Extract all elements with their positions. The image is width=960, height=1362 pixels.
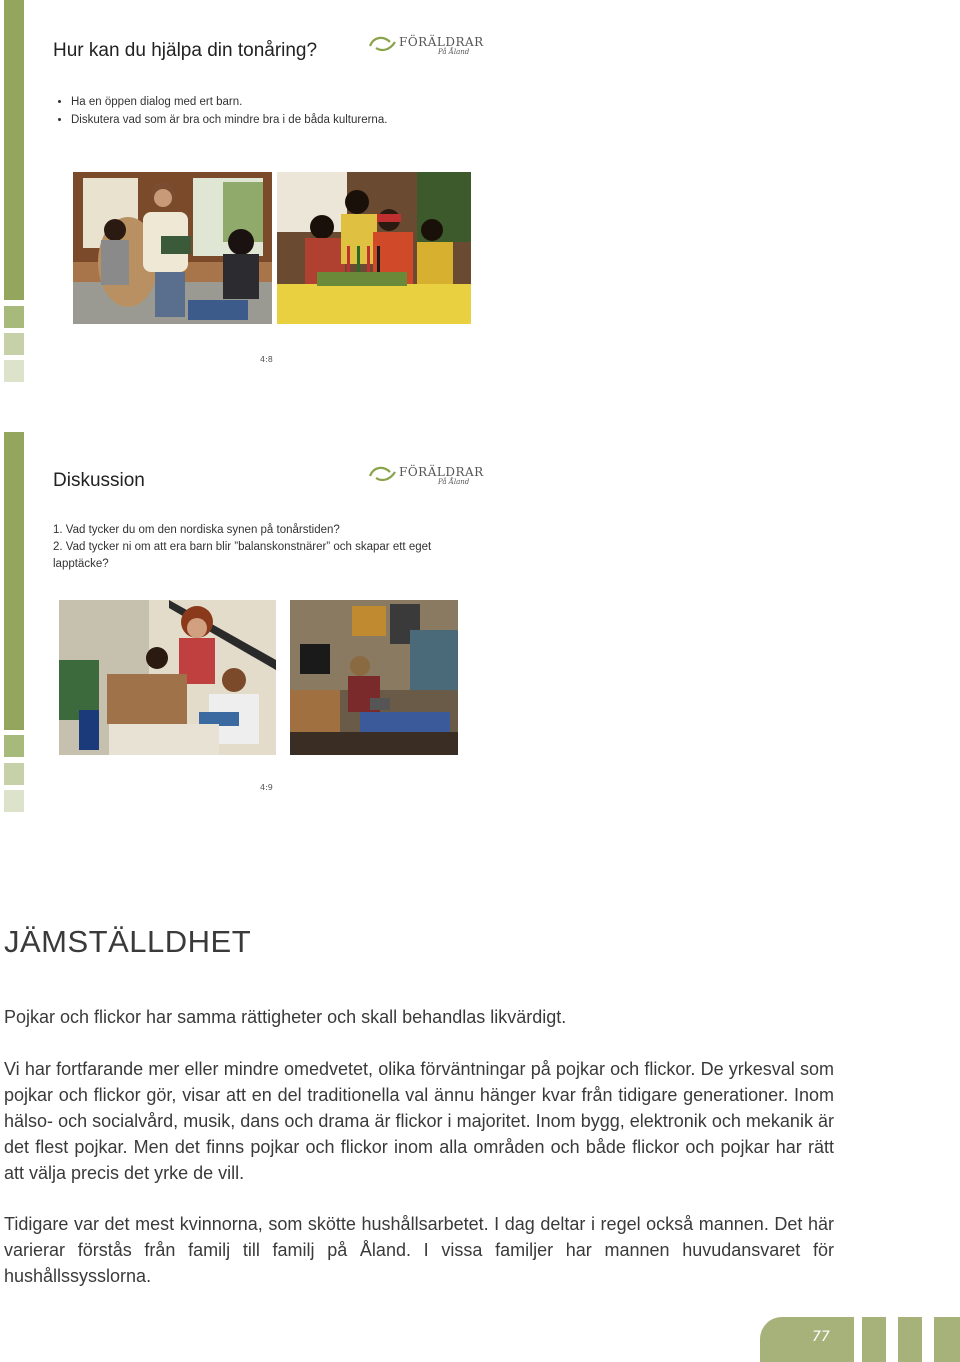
footer-square: [898, 1317, 922, 1362]
paragraph: Pojkar och flickor har samma rättigheter och skall behandlas likvärdigt.: [4, 1007, 567, 1027]
page-number-tab: [760, 1317, 854, 1362]
question-item: 2. Vad tycker ni om att era barn blir ”balanskonstnärer” och skapar ett eget lapptäcke?: [53, 541, 432, 570]
question-item: 1. Vad tycker du om den nordiska synen på tonårstiden?: [53, 524, 340, 536]
foraldrar-logo: [368, 464, 484, 492]
paragraph: Tidigare var det mest kvinnorna, som skötte hushållsarbetet. I dag deltar i regel också mannen. Det här varierar förstås från familj till familj på Åland. I vissa familjer har mannen huvudansvaret för hushållssysslorna.: [4, 1214, 834, 1286]
slide-side-square: [4, 333, 24, 355]
logo-swoosh-icon: [368, 464, 398, 484]
logo-word: FÖRÄLDRAR: [399, 35, 484, 49]
slide-number: 4:8: [260, 355, 273, 364]
logo-word: FÖRÄLDRAR: [399, 465, 484, 479]
photo-family-reading: [73, 172, 272, 324]
slide-side-bar: [4, 0, 24, 300]
logo-subtitle: På Åland: [438, 478, 470, 486]
foraldrar-logo: [368, 34, 484, 62]
photo-teens-stairs: [59, 600, 276, 755]
footer-square: [934, 1317, 960, 1362]
bullet-item: • Diskutera vad som är bra och mindre bra i de båda kulturerna.: [71, 114, 387, 126]
page-number: 77: [812, 1329, 830, 1345]
slide-side-square: [4, 360, 24, 382]
slide-side-bar: [4, 432, 24, 730]
slide-4-8: [0, 0, 540, 400]
photo-teen-room: [290, 600, 458, 755]
question-list: [53, 522, 463, 573]
slide-side-square: [4, 306, 24, 328]
logo-swoosh-icon: [368, 34, 398, 54]
bullet-list: [53, 96, 387, 132]
slide-number: 4:9: [260, 783, 273, 792]
photo-family-celebration: [277, 172, 471, 324]
bullet-item: • Ha en öppen dialog med ert barn.: [71, 96, 387, 108]
logo-subtitle: På Åland: [438, 48, 470, 56]
slide-side-square: [4, 790, 24, 812]
section-title: JÄMSTÄLLDHET: [4, 924, 252, 959]
paragraph: Vi har fortfarande mer eller mindre omedvetet, olika förväntningar på pojkar och flickor. De yrkesval som pojkar och flickor gör, visar att en del traditionella val ännu hänger kvar från tidigare generationer. Inom hälso- och socialvård, musik, dans och drama är flickor i majoritet. Inom bygg, elektronik och mekanik är det flest pojkar. Men det finns pojkar och flickor inom alla områden och både flickor och pojkar har rätt att välja precis det yrke de vill.: [4, 1059, 834, 1183]
slide-title: Diskussion: [53, 470, 145, 491]
slide-side-square: [4, 735, 24, 757]
slide-side-square: [4, 763, 24, 785]
slide-title: Hur kan du hjälpa din tonåring?: [53, 40, 318, 61]
slide-4-9: [0, 430, 540, 820]
footer-square: [862, 1317, 886, 1362]
